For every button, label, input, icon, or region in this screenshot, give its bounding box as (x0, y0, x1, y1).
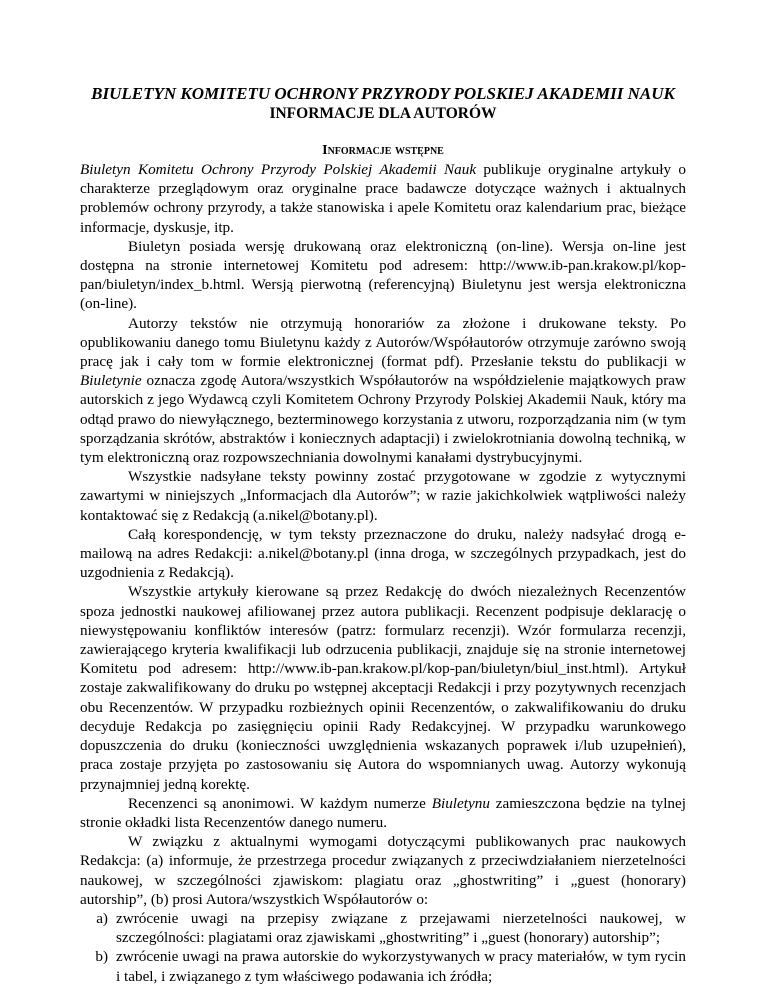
paragraph-copyright-text-b: oznacza zgodę Autora/wszystkich Współautorów na współdzielenie majątkowych praw autorskich z jego Wydawcą czyli Komitetem Ochrony Przyrody Polskiej Akademii Nauk, który ma odtąd prawo do niewyłącznego, bezterminowego korzystania z utworu, rozporządzania nim (w tym sporządzania skrótów, abstraktów i koniecznych adaptacji) i zwielokrotniania dowolną techniką, w tym elektroniczną oraz rozpowszechniania dowolnymi kanałami dystrybucyjnymi. (80, 372, 686, 467)
section-heading: Informacje wstępne (322, 143, 444, 158)
list-marker: a) (96, 909, 108, 927)
paragraph-online-version: Biuletyn posiada wersję drukowaną oraz elektroniczną (on-line). Wersja on-line jest dostępna na stronie internetowej Komitetu pod adresem: http://www.ib-pan.krakow.pl/kop-pan/biuletyn/index_b.html. Wersją pierwotną (referencyjną) Biuletynu jest wersja elektroniczna (on-line). (80, 237, 686, 313)
paragraph-reviewers (80, 794, 686, 832)
paragraph-review-process: Wszystkie artykuły kierowane są przez Redakcję do dwóch niezależnych Recenzentów spoza jednostki naukowej afiliowanej przez autora publikacji. Recenzent podpisuje deklarację o niewystępowaniu konfliktów interesów (patrz: formularz recenzji). Wzór formularza recenzji, zawierającego kryteria kwalifikacji lub odrzucenia publikacji, znajduje się na stronie internetowej Komitetu pod adresem: http://www.ib-pan.krakow.pl/kop-pan/biuletyn/biul_inst.html). Artykuł zostaje zakwalifikowany do druku po wstępnej akceptacji Redakcji i przy pozytywnych recenzjach obu Recenzentów. W przypadku rozbieżnych opinii Recenzentów, o zakwalifikowaniu do druku decyduje Redakcja po zasięgnięciu opinii Rady Redakcyjnej. W przypadku warunkowego dopuszczenia do druku (konieczności uwzględnienia wskazanych poprawek i/lub uzupełnień), praca zostaje przyjęta po zastosowaniu się Autora do wspomnianych uwag. Autorzy wykonują przynajmniej jedną korektę. (80, 583, 686, 793)
ethics-list (80, 909, 686, 986)
list-item (80, 909, 686, 947)
journal-name: Biuletyn Komitetu Ochrony Przyrody Polskiej Akademii Nauk (80, 161, 477, 178)
list-item-text: zwrócenie uwagi na prawa autorskie do wykorzystywanych w pracy materiałów, w tym rycin i tabel, i związanego z tym właściwego podawania ich źródła; (116, 948, 686, 985)
list-marker: b) (95, 948, 108, 966)
paragraph-correspondence: Całą korespondencję, w tym teksty przeznaczone do druku, należy nadsyłać drogą e-mailową na adres Redakcji: a.nikel@botany.pl (inna droga, w szczególnych przypadkach, jest do uzgodnienia z Redakcją). (80, 525, 686, 582)
document-title: BIULETYN KOMITETU OCHRONY PRZYRODY POLSKIEJ AKADEMII NAUK (91, 84, 675, 103)
list-item-text: zwrócenie uwagi na przepisy związane z przejawami nierzetelności naukowej, w szczególności: plagiatami oraz zjawiskami „ghostwriting” i „guest (honorary) autorship”; (116, 909, 686, 947)
journal-name-inline-2: Biuletynu (431, 794, 490, 812)
paragraph-intro (80, 160, 686, 237)
paragraph-copyright-text-a: Autorzy tekstów nie otrzymują honorariów za złożone i drukowane teksty. Po opublikowaniu danego tomu Biuletynu każdy z Autorów/Współautorów otrzymuje zarówno swoją pracę jak i cały tom w formie elektronicznej (format pdf). Przesłanie tekstu do publikacji w (80, 314, 686, 371)
journal-name-inline: Biuletynie (80, 372, 142, 390)
paragraph-guidelines: Wszystkie nadsyłane teksty powinny zostać przygotowane w zgodzie z wytycznymi zawartymi w niniejszych „Informacjach dla Autorów”; w razie jakichkolwiek wątpliwości należy kontaktować się z Redakcją (a.nikel@botany.pl). (80, 468, 686, 524)
document-subtitle: INFORMACJE DLA AUTORÓW (269, 105, 497, 122)
paragraph-copyright (80, 314, 686, 468)
paragraph-reviewers-text-b: zamieszczona będzie na tylnej stronie okładki lista Recenzentów danego numeru. (80, 794, 686, 831)
paragraph-reviewers-text-a: Recenzenci są anonimowi. W każdym numerze (128, 794, 432, 812)
list-item (80, 947, 686, 985)
paragraph-intro-text: publikuje oryginalne artykuły o charakterze przeglądowym oraz oryginalne prace badawcze dotyczące ważnych i aktualnych problemów ochrony przyrody, a także stanowiska i apele Komitetu oraz kalendarium prac, bieżące informacje, dyskusje, itp. (80, 161, 686, 236)
paragraph-ethics: W związku z aktualnymi wymogami dotyczącymi publikowanych prac naukowych Redakcja: (a) informuje, że przestrzega procedur związanych z przeciwdziałaniem nierzetelności naukowej, w szczególności zjawiskom: plagiatu oraz „ghostwriting” i „guest (honorary) autorship”, (b) prosi Autora/wszystkich Współautorów o: (80, 833, 686, 908)
